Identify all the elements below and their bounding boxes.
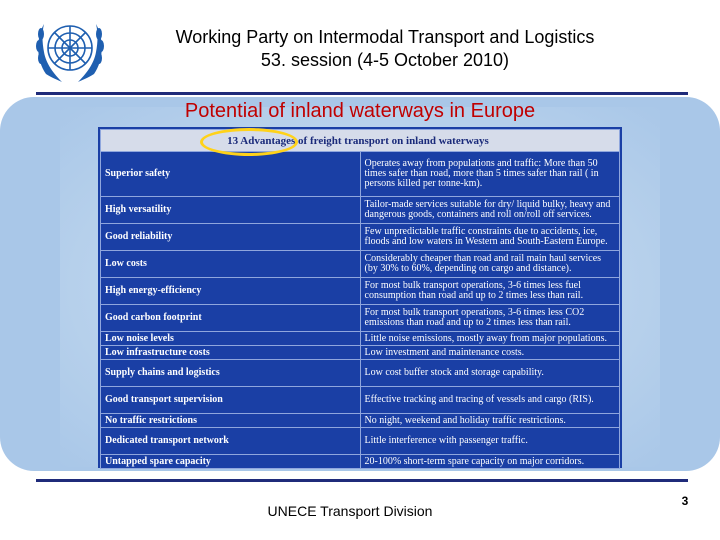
un-emblem-icon	[32, 14, 108, 86]
row-label: Superior safety	[101, 152, 361, 197]
table-row	[101, 278, 620, 305]
row-label: Low infrastructure costs	[101, 346, 361, 360]
table-row	[101, 152, 620, 197]
row-label: No traffic restrictions	[101, 414, 361, 428]
highlight-ellipse	[200, 128, 298, 156]
row-text: Tailor-made services suitable for dry/ liquid bulky, heavy and dangerous goods, containers and roll on/roll off services.	[360, 197, 620, 224]
row-text: Low investment and maintenance costs.	[360, 346, 620, 360]
table-title	[101, 130, 620, 152]
table-row	[101, 251, 620, 278]
row-label: Good carbon footprint	[101, 305, 361, 332]
row-text: Operates away from populations and traffic: More than 50 times safer than road, more than 5 times safer than rail ( in persons killed per tonne-km).	[360, 152, 620, 197]
header-line-1: Working Party on Intermodal Transport and Logistics	[175, 27, 595, 47]
table-row	[101, 224, 620, 251]
advantages-table-container	[98, 127, 622, 468]
row-label: Dedicated transport network	[101, 428, 361, 455]
table-row	[101, 305, 620, 332]
footer-text: UNECE Transport Division	[267, 503, 433, 519]
page-number: 3	[681, 494, 689, 508]
table-title-row	[101, 130, 620, 152]
bottom-divider	[36, 479, 688, 482]
table-row	[101, 455, 620, 469]
table-row	[101, 197, 620, 224]
row-text: Little noise emissions, mostly away from major populations.	[360, 332, 620, 346]
table-row	[101, 360, 620, 387]
advantages-table	[100, 129, 620, 469]
row-text: Few unpredictable traffic constraints due to accidents, ice, floods and low waters in Western and South-Eastern Europe.	[360, 224, 620, 251]
table-row	[101, 387, 620, 414]
row-label: Low costs	[101, 251, 361, 278]
row-text: Considerably cheaper than road and rail main haul services (by 30% to 60%, depending on cargo and distance).	[360, 251, 620, 278]
top-divider	[36, 92, 688, 95]
row-label: Good transport supervision	[101, 387, 361, 414]
row-label: Good reliability	[101, 224, 361, 251]
row-label: High versatility	[101, 197, 361, 224]
slide-subtitle: Potential of inland waterways in Europe	[184, 100, 536, 122]
row-text: 20-100% short-term spare capacity on major corridors.	[360, 455, 620, 469]
header-line-2: 53. session (4-5 October 2010)	[260, 50, 510, 70]
table-row	[101, 346, 620, 360]
row-label: Supply chains and logistics	[101, 360, 361, 387]
table-row	[101, 332, 620, 346]
row-text: For most bulk transport operations, 3-6 times less CO2 emissions than road and up to 2 times less than rail.	[360, 305, 620, 332]
row-label: Untapped spare capacity	[101, 455, 361, 469]
row-text: No night, weekend and holiday traffic restrictions.	[360, 414, 620, 428]
slide-header	[118, 26, 652, 72]
row-text: Effective tracking and tracing of vessels and cargo (RIS).	[360, 387, 620, 414]
table-row	[101, 428, 620, 455]
row-text: For most bulk transport operations, 3-6 times less fuel consumption than road and up to 2 times less than rail.	[360, 278, 620, 305]
row-text: Low cost buffer stock and storage capability.	[360, 360, 620, 387]
row-label: High energy-efficiency	[101, 278, 361, 305]
row-text: Little interference with passenger traffic.	[360, 428, 620, 455]
table-row	[101, 414, 620, 428]
row-label: Low noise levels	[101, 332, 361, 346]
table-title-text: 13 Advantages of freight transport on inland waterways	[227, 134, 489, 147]
